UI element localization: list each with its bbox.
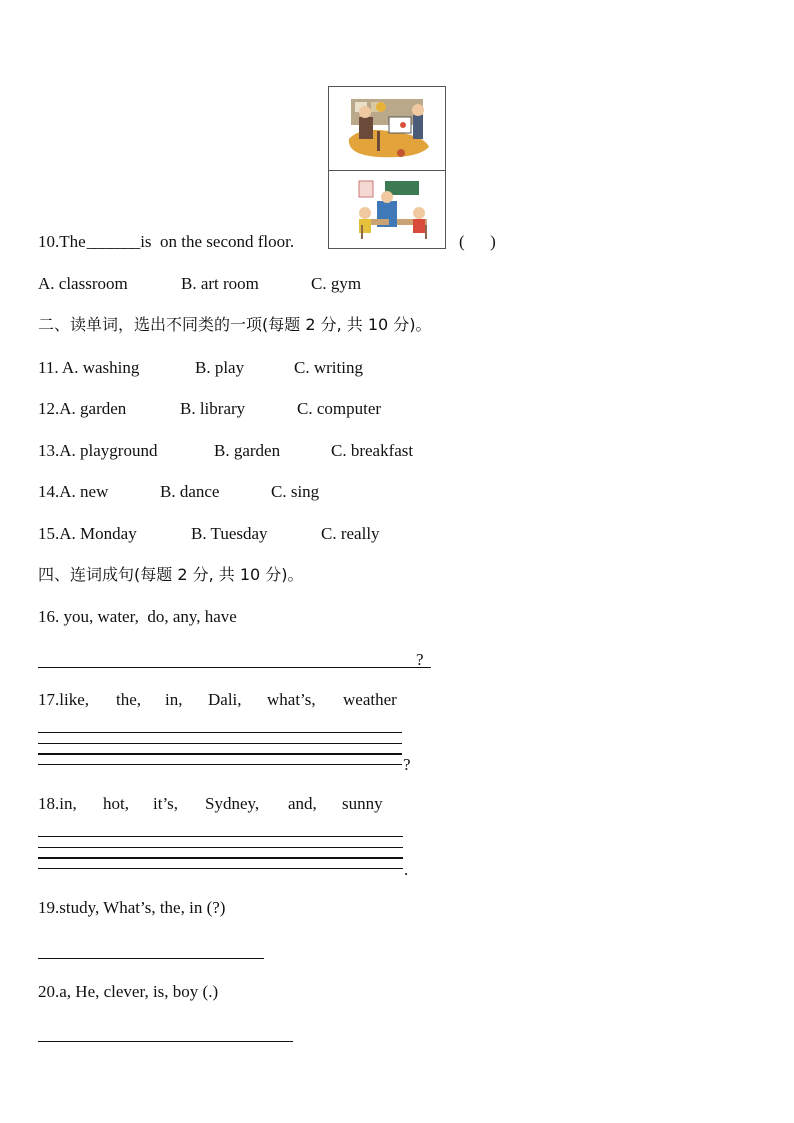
q20-answer-line[interactable]: [38, 1041, 293, 1042]
q12-option-c: C. computer: [297, 399, 382, 418]
q13-option-c: C. breakfast: [331, 441, 414, 460]
q18-answer-line-3[interactable]: [38, 857, 403, 859]
q16-end-mark: ?: [416, 650, 424, 669]
q17-word-3: in,: [165, 690, 183, 709]
q10-answer-paren[interactable]: ( ): [459, 232, 496, 251]
q12-option-a: 12.A. garden: [38, 399, 127, 418]
q17-answer-line-4[interactable]: [38, 764, 402, 765]
q10-blank[interactable]: _______: [86, 232, 140, 251]
section4-title: 四、连词成句(每题 2 分, 共 10 分)。: [38, 565, 304, 584]
q17-end-mark: ?: [403, 755, 411, 774]
q11-option-c: C. writing: [294, 358, 363, 377]
q16-words: 16. you, water, do, any, have: [38, 607, 237, 626]
q19-answer-line[interactable]: [38, 958, 264, 959]
q14-option-c: C. sing: [271, 482, 320, 501]
q13-option-a: 13.A. playground: [38, 441, 158, 460]
q11-option-a: 11. A. washing: [38, 358, 140, 377]
q10-option-c: C. gym: [311, 274, 362, 293]
q18-end-mark: .: [404, 860, 409, 879]
q10-stem: [38, 232, 294, 252]
q10-stem-end: is on the second floor.: [140, 232, 295, 251]
q13-option-b: B. garden: [214, 441, 281, 460]
q17-answer-line-2[interactable]: [38, 743, 402, 744]
q15-option-c: C. really: [321, 524, 380, 543]
q10-option-a: A. classroom: [38, 274, 128, 293]
q16-answer-line[interactable]: [38, 667, 431, 668]
q17-word-4: Dali,: [208, 690, 242, 709]
q10-stem-start: 10.The: [38, 232, 86, 251]
q15-option-b: B. Tuesday: [191, 524, 268, 543]
q10-picture: [328, 86, 446, 249]
q17-word-6: weather: [343, 690, 397, 709]
q12-option-b: B. library: [180, 399, 246, 418]
q18-answer-line-4[interactable]: [38, 868, 403, 869]
q18-word-2: hot,: [103, 794, 129, 813]
q15-option-a: 15.A. Monday: [38, 524, 137, 543]
q17-answer-line-3[interactable]: [38, 753, 402, 755]
q18-answer-line-1[interactable]: [38, 836, 403, 837]
q11-option-b: B. play: [195, 358, 245, 377]
q17-word-1: 17.like,: [38, 690, 89, 709]
q18-answer-line-2[interactable]: [38, 847, 403, 848]
art-room-picture: [329, 87, 445, 171]
q20-words: 20.a, He, clever, is, boy (.): [38, 982, 219, 1001]
q18-word-1: 18.in,: [38, 794, 77, 813]
classroom-picture: [329, 171, 445, 248]
q14-option-b: B. dance: [160, 482, 220, 501]
q17-answer-line-1[interactable]: [38, 732, 402, 733]
q17-word-5: what’s,: [267, 690, 316, 709]
section2-title: 二、读单词，选出不同类的一项(每题 2 分, 共 10 分)。: [38, 315, 432, 334]
q14-option-a: 14.A. new: [38, 482, 109, 501]
q18-word-3: it’s,: [153, 794, 179, 813]
q18-word-6: sunny: [342, 794, 383, 813]
q19-words: 19.study, What’s, the, in (?): [38, 898, 226, 917]
q18-word-4: Sydney,: [205, 794, 260, 813]
q18-word-5: and,: [288, 794, 317, 813]
q10-option-b: B. art room: [181, 274, 259, 293]
q17-word-2: the,: [116, 690, 142, 709]
